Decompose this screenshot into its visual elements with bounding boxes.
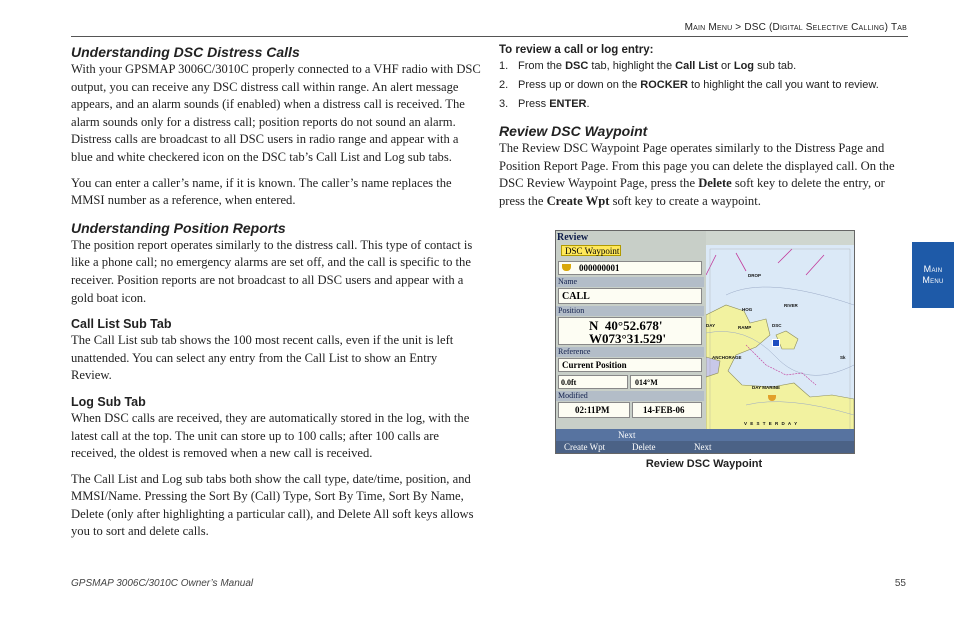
bearing-field: 014°M xyxy=(630,375,702,389)
date-field: 14-FEB-06 xyxy=(632,402,702,418)
side-tab-main-menu[interactable] xyxy=(912,242,954,308)
paragraph-call-list: The Call List sub tab shows the 100 most recent calls, even if the unit is left unattended. You can select any entry from the Call List to show an Entry Review. xyxy=(71,333,454,383)
map-label-drop: DROP xyxy=(748,273,762,278)
heading-log: Log Sub Tab xyxy=(71,394,146,409)
chart-map[interactable] xyxy=(706,245,854,441)
step-item: 2. Press up or down on the ROCKER to highlight the call you want to review. xyxy=(499,79,879,91)
next-bar[interactable] xyxy=(556,429,854,441)
create-wpt-softkey[interactable]: Create Wpt xyxy=(564,442,606,452)
heading-distress-calls: Understanding DSC Distress Calls xyxy=(71,44,300,60)
paragraph-position-reports: The position report operates similarly to the distress call. This type of contact is like a phone call; no emergency alarms are set off, and the call is specific to the receiver. Position reports are not broadcast to all DSC users and appear with a gold boat icon. xyxy=(71,237,473,305)
map-label-ramp: RAMP xyxy=(738,325,752,330)
map-label-dsc: DSC xyxy=(772,323,782,328)
step-item: 1. From the DSC tab, highlight the Call List or Log sub tab. xyxy=(499,60,797,72)
heading-review-waypoint: Review DSC Waypoint xyxy=(499,123,648,139)
review-dsc-waypoint-screenshot xyxy=(555,230,855,454)
name-label: Name xyxy=(556,277,704,287)
mmsi-field[interactable] xyxy=(558,261,702,275)
position-label: Position xyxy=(556,306,704,316)
heading-position-reports: Understanding Position Reports xyxy=(71,219,286,236)
map-label-vesterday: V E S T E R D A Y xyxy=(744,421,799,426)
delete-softkey[interactable]: Delete xyxy=(632,442,656,452)
longitude: W073°31.529' xyxy=(589,331,667,346)
map-label-river: RIVER xyxy=(784,303,798,308)
map-label-day: DAY xyxy=(706,323,716,328)
map-label-hog: HOG xyxy=(742,307,753,312)
paragraph-log-1: When DSC calls are received, they are automatically stored in the log, with the latest call at the top. The unit can store up to 100 calls; after 100 calls are received, the oldest is removed when a new call is received. xyxy=(71,410,470,461)
time-field: 02:11PM xyxy=(558,402,630,418)
side-tab-line2: Menu xyxy=(922,275,944,285)
boat-icon xyxy=(562,264,571,271)
paragraph-review-waypoint: The Review DSC Waypoint Page operates similarly to the Distress Page and Position Report Page. From this page you can delete the displayed call. On the DSC Review Waypoint Page, press the Delete soft key to delete the entry, or press the Create Wpt soft key to create a waypoint. xyxy=(499,141,895,208)
name-field[interactable]: CALL xyxy=(558,288,702,304)
distance-field: 0.0ft xyxy=(558,375,628,389)
modified-label: Modified xyxy=(556,391,704,401)
review-panel xyxy=(556,231,706,441)
reference-field[interactable]: Current Position xyxy=(558,358,702,372)
mmsi-value: 000000001 xyxy=(579,263,620,273)
device-title: Review xyxy=(557,232,589,243)
map-label-sk: Sk xyxy=(840,355,846,360)
map-label-anchorage: ANCHORAGE xyxy=(712,355,742,360)
position-field[interactable] xyxy=(558,317,702,345)
next-bar-label: Next xyxy=(618,430,636,440)
softkey-bar xyxy=(556,441,854,453)
step-item: 3. Press ENTER. xyxy=(499,98,590,110)
paragraph-log-2: The Call List and Log sub tabs both show the call type, date/time, position, and MMSI/Name. Pressing the Sort By (Call) Type, Sort By Time, Sort By Name, Delete (only after highlighting a particular call), and Delete All soft keys allows you to sort and delete calls. xyxy=(71,471,474,539)
steps-list xyxy=(499,57,909,114)
map-graphic xyxy=(706,245,854,441)
left-column xyxy=(71,44,481,541)
latitude: N 40°52.678' xyxy=(589,318,663,333)
next-softkey[interactable]: Next xyxy=(694,442,712,452)
page-number: 55 xyxy=(894,578,906,589)
right-column xyxy=(499,44,909,210)
paragraph-distress-2: You can enter a caller’s name, if it is known. The caller’s name replaces the MMSI number as a reference, when entered. xyxy=(71,175,452,208)
header-rule xyxy=(71,36,908,37)
heading-review-steps: To review a call or log entry: xyxy=(499,44,654,56)
paragraph-distress-1: With your GPSMAP 3006C/3010C properly connected to a VHF radio with DSC output, you can receive any DSC distress call within range. An alert message appears, and an alarm sounds (if enabled) when a distress call is received. The alarm sounds only for a distress call; position reports do not sound an alarm. Distress calls are broadcast to all DSC users in radio range and appear with a blue and white checkered icon on the DSC tab’s Call List and Log sub tabs. xyxy=(71,62,481,164)
reference-label: Reference xyxy=(556,347,704,357)
breadcrumb: Main Menu > DSC (Digital Selective Calling) Tab xyxy=(684,22,907,33)
figure-caption: Review DSC Waypoint xyxy=(645,458,763,470)
heading-call-list: Call List Sub Tab xyxy=(71,317,172,332)
dsc-waypoint-tab[interactable]: DSC Waypoint xyxy=(561,245,621,256)
side-tab-line1: Main xyxy=(923,264,943,274)
footer-manual-title: GPSMAP 3006C/3010C Owner’s Manual xyxy=(71,578,254,589)
map-label-day-marine: DAY MARINE xyxy=(752,385,781,390)
waypoint-icon xyxy=(772,339,780,347)
